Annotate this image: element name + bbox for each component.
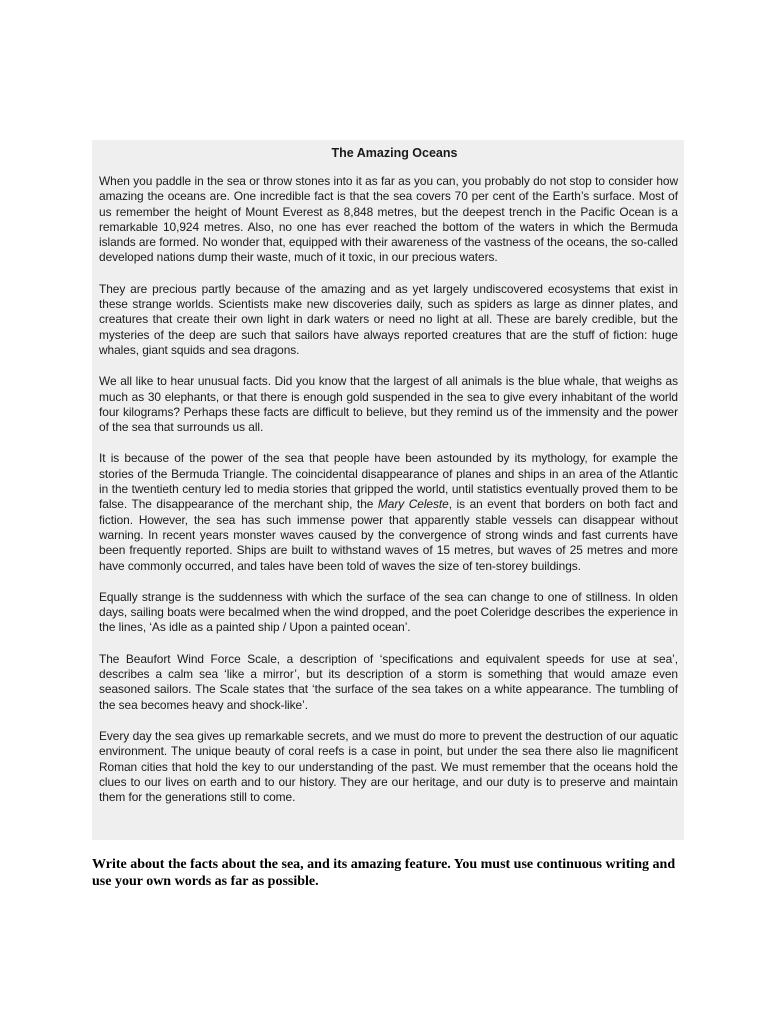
paragraph-6: The Beaufort Wind Force Scale, a description of ‘specifications and equivalent speeds for use at sea’, describes a calm sea ‘like a mirror’, but its description of a storm is something that would amaze even seasoned sailors. The Scale states that ‘the surface of the sea takes on a white appearance. The tumbling of the sea becomes heavy and shock-like’. [99, 651, 678, 712]
paragraph-2: They are precious partly because of the amazing and as yet largely undiscovered ecosystems that exist in these strange worlds. Scientists make new discoveries daily, such as spiders as large as dinner plates, and creatures that create their own light in dark waters or need no light at all. These are barely credible, but the mysteries of the deep are such that sailors have always reported creatures that are the stuff of fiction: huge whales, giant squids and sea dragons. [99, 281, 678, 357]
paragraph-4-after: , is an event that borders on both fact and fiction. However, the sea has such immense power that apparently stable vessels can disappear without warning. In recent years monster waves caused by the convergence of strong winds and fast currents have been frequently reported. Ships are built to withstand waves of 15 metres, but waves of 25 metres and more have commonly occurred, and tales have been told of waves the size of ten-storey buildings. [99, 497, 678, 573]
writing-prompt: Write about the facts about the sea, and its amazing feature. You must use continuous writing and use your own words as far as possible. [92, 857, 676, 889]
paragraph-5: Equally strange is the suddenness with which the surface of the sea can change to one of stillness. In olden days, sailing boats were becalmed when the wind dropped, and the poet Coleridge describes the experience in the lines, ‘As idle as a painted ship / Upon a painted ocean’. [99, 589, 678, 635]
paragraph-1: When you paddle in the sea or throw stones into it as far as you can, you probably do not stop to consider how amazing the oceans are. One incredible fact is that the sea covers 70 per cent of the Earth’s surface. Most of us remember the height of Mount Everest as 8,848 metres, but the deepest trench in the Pacific Ocean is a remarkable 10,924 metres. Also, no one has ever reached the bottom of the waters in which the Bermuda islands are formed. No wonder that, equipped with their awareness of the vastness of the oceans, the so-called developed nations dump their waste, much of it toxic, in our precious waters. [99, 174, 678, 265]
paragraph-3: We all like to hear unusual facts. Did you know that the largest of all animals is the blue whale, that weighs as much as 30 elephants, or that there is enough gold suspended in the sea to give every inhabitant of the world four kilograms? Perhaps these facts are difficult to believe, but they remind us of the immensity and the power of the sea that surrounds us all. [99, 374, 678, 435]
ship-name: Mary Celeste [377, 497, 449, 512]
paragraph-4 [99, 451, 678, 573]
paragraph-4-before: It is because of the power of the sea that people have been astounded by its mythology, for example the stories of the Bermuda Triangle. The coincidental disappearance of planes and ships in an area of the Atlantic in the twentieth century led to media stories that gripped the world, until statistics eventually proved them to be false. The disappearance of the merchant ship, the [99, 451, 678, 512]
paragraph-7: Every day the sea gives up remarkable secrets, and we must do more to prevent the destruction of our aquatic environment. The unique beauty of coral reefs is a case in point, but under the sea there also lie magnificent Roman cities that hold the key to our understanding of the past. We must remember that the oceans hold the clues to our lives on earth and to our history. They are our heritage, and our duty is to preserve and maintain them for the generations still to come. [99, 728, 678, 805]
article-title: The Amazing Oceans [331, 146, 458, 160]
article-scan [92, 140, 684, 840]
